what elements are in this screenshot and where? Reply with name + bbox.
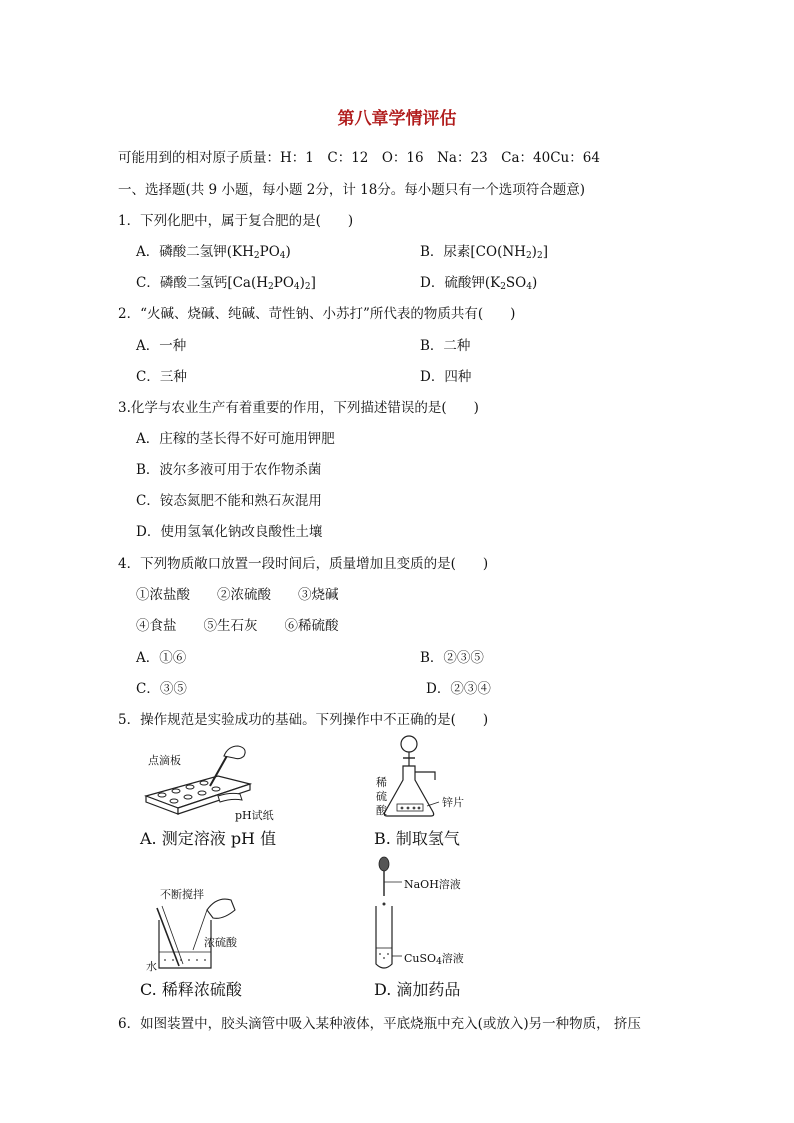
figure-b-caption: B. 制取氢气 [374,829,460,848]
page-title: 第八章学情评估 [337,109,457,129]
figure-d-label-cuso4: CuSO$_4$溶液 [404,952,464,967]
question-5-stem: 5．操作规范是实验成功的基础。下列操作中不正确的是( ) [118,712,489,728]
question-4-stem: 4．下列物质敞口放置一段时间后，质量增加且变质的是( ) [118,556,489,572]
figure-d-label-naoh: NaOH溶液 [404,878,461,891]
figure-c-label-stir: 不断搅拌 [160,888,204,901]
figure-a-label-paper: pH试纸 [235,809,274,822]
section-header: 一、选择题(共 9 小题，每小题 2分，计 18分。每小题只有一个选项符合题意) [118,182,586,198]
question-4-option-b: B．②③⑤ [420,650,484,666]
question-2-option-a: A．一种 [136,338,187,354]
question-4-items-row2: ④食盐 ⑤生石灰 ⑥稀硫酸 [136,618,339,634]
question-2-option-b: B．二种 [420,338,471,354]
figure-b-label-3: 酸 [376,804,387,817]
question-1-option-c: C．磷酸二氢钙$[Ca(H_2PO_4)_2]$ [136,275,316,292]
figure-c-label-water: 水 [146,960,157,973]
question-4-option-c: C．③⑤ [136,681,187,697]
question-1-option-b: B．尿素$[CO(NH_2)_2]$ [420,244,548,261]
question-3-option-d: D．使用氢氧化钠改良酸性土壤 [136,524,323,540]
question-4-option-d: D．②③④ [426,681,491,697]
question-4-option-a: A．①⑥ [136,650,187,666]
atomic-mass-line: 可能用到的相对原子质量：H：1 C：12 O：16 Na：23 Ca：40Cu：64 [118,150,600,166]
question-3-option-b: B．波尔多液可用于农作物杀菌 [136,462,322,478]
figure-a-caption: A. 测定溶液 pH 值 [140,829,277,848]
question-2-stem: 2．“火碱、烧碱、纯碱、苛性钠、小苏打”所代表的物质共有( ) [118,306,516,322]
figure-d-caption: D. 滴加药品 [374,980,461,999]
figure-d-dropper-setup [368,856,408,976]
question-6-stem: 6．如图装置中，胶头滴管中吸入某种液体，平底烧瓶中充入(或放入)另一种物质， 挤压 [118,1016,641,1032]
question-3-option-c: C．铵态氮肥不能和熟石灰混用 [136,493,322,509]
figure-c-label-acid: 浓硫酸 [204,936,237,949]
figure-a-label-plate: 点滴板 [148,754,181,767]
question-2-option-d: D．四种 [420,369,472,385]
question-1-option-d: D．硫酸钾$(K_2SO_4)$ [420,275,538,292]
question-1-stem: 1．下列化肥中，属于复合肥的是( ) [118,213,354,229]
question-2-option-c: C．三种 [136,369,187,385]
question-1-option-a: A．磷酸二氢钾$(KH_2PO_4)$ [136,244,291,261]
question-3-stem: 3.化学与农业生产有着重要的作用，下列描述错误的是( ) [118,400,479,416]
figure-b-hydrogen-setup [375,732,465,832]
figure-b-label-zinc: 锌片 [442,796,464,809]
question-4-items-row1: ①浓盐酸 ②浓硫酸 ③烧碱 [136,587,339,603]
figure-c-caption: C. 稀释浓硫酸 [140,980,242,999]
question-3-option-a: A．庄稼的茎长得不好可施用钾肥 [136,431,335,447]
figure-b-label-1: 稀 [376,776,387,789]
figure-b-label-2: 硫 [376,790,387,803]
